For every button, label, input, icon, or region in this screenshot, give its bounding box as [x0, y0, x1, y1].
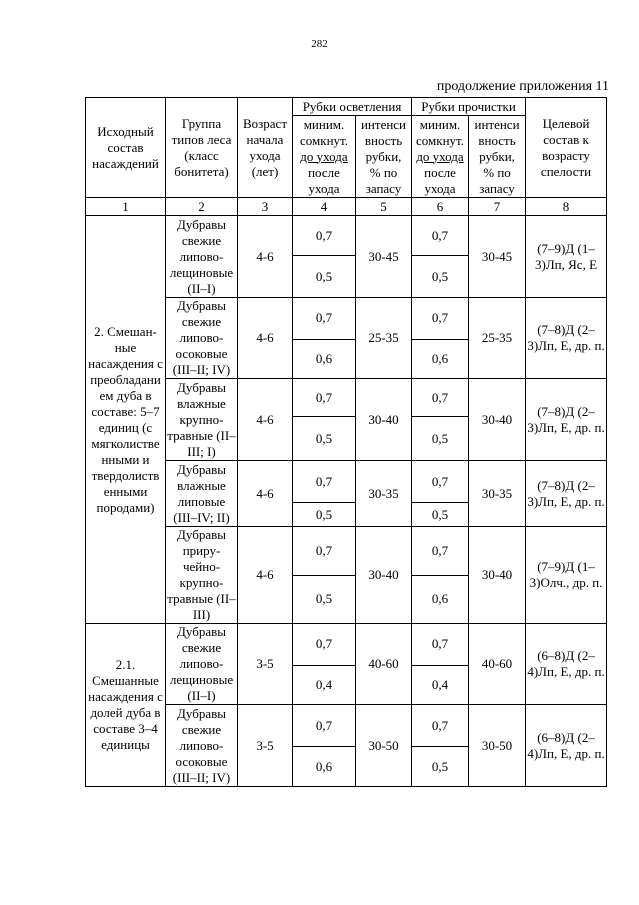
header-initial-composition: Исходный состав насаждений: [86, 98, 166, 198]
age-cell: 3-5: [238, 624, 293, 705]
age-cell: 4-6: [238, 379, 293, 461]
density-after-b: 0,4: [412, 665, 469, 704]
column-number: 7: [469, 198, 526, 216]
intensity-a: 30-35: [356, 461, 412, 527]
header-forest-type-group: Группа типов леса (класс бонитета): [166, 98, 238, 198]
density-after-a: 0,6: [293, 339, 356, 378]
density-after-a: 0,5: [293, 256, 356, 298]
column-number: 3: [238, 198, 293, 216]
page-number: 282: [311, 38, 328, 50]
header-min-density-a: миним. сомкнут. до ухода после ухода: [293, 116, 356, 198]
intensity-a: 25-35: [356, 298, 412, 379]
target-composition: (6–8)Д (2–4)Лп, Е, др. п.: [526, 705, 607, 787]
header-intensity-b: интенси вность рубки, % по запасу: [469, 116, 526, 198]
intensity-a: 40-60: [356, 624, 412, 705]
age-cell: 4-6: [238, 298, 293, 379]
age-cell: 4-6: [238, 216, 293, 298]
density-after-b: 0,5: [412, 503, 469, 527]
forest-type-cell: Дубравы свежие липово-лещиновые (II–I): [166, 216, 238, 298]
density-after-a: 0,5: [293, 503, 356, 527]
density-after-b: 0,5: [412, 747, 469, 787]
forest-type-cell: Дубравы влажные крупно-травные (II–III; I): [167, 379, 236, 459]
header-intensity-a: интенси вность рубки, % по запасу: [356, 116, 412, 198]
column-numbers-row: [86, 198, 607, 216]
density-after-a: 0,5: [293, 575, 356, 624]
density-before-a: 0,7: [293, 298, 356, 340]
age-cell: 4-6: [238, 461, 293, 527]
density-before-a: 0,7: [293, 216, 356, 256]
density-before-a: 0,7: [293, 705, 356, 747]
section-label: 2. Смешан-ные насаждения с преобладани ем дуба в составе: 5–7 единиц (с мягколистве нными и твердолиств енными породами): [86, 216, 166, 624]
intensity-a: 30-40: [356, 527, 412, 624]
header-start-age: Возраст начала ухода (лет): [238, 98, 293, 198]
continuation-note: продолжение приложения 11: [436, 79, 609, 94]
density-before-b: 0,7: [412, 298, 469, 340]
forest-type-cell: Дубравы свежие липово-лещиновые (II–I): [166, 624, 238, 705]
target-composition: (7–9)Д (1–3)Олч., др. п.: [526, 527, 607, 624]
density-before-a: 0,7: [293, 527, 356, 576]
density-after-a: 0,6: [293, 747, 356, 787]
intensity-b: 30-40: [469, 527, 526, 624]
density-after-a: 0,5: [293, 417, 356, 461]
header-clearing-cuts: Рубки осветления: [293, 98, 412, 116]
density-after-b: 0,6: [412, 339, 469, 378]
intensity-a: 30-40: [356, 379, 412, 461]
intensity-b: 40-60: [469, 624, 526, 705]
density-before-b: 0,7: [412, 527, 469, 576]
density-before-b: 0,7: [412, 624, 469, 666]
target-composition: (7–8)Д (2–3)Лп, Е, др. п.: [526, 461, 607, 527]
section-label: 2.1. Смешанные насаждения с долей дуба в составе 3–4 единицы: [86, 624, 166, 787]
intensity-b: 25-35: [469, 298, 526, 379]
density-before-b: 0,7: [412, 216, 469, 256]
column-number: 5: [356, 198, 412, 216]
intensity-b: 30-35: [469, 461, 526, 527]
age-cell: 4-6: [238, 527, 293, 624]
intensity-a: 30-45: [356, 216, 412, 298]
target-composition: (6–8)Д (2–4)Лп, Е, др. п.: [526, 624, 607, 705]
density-after-b: 0,6: [412, 575, 469, 624]
forest-type-cell: Дубравы свежие липово-осоковые (III–II; IV): [166, 705, 238, 787]
forest-care-table: [85, 97, 607, 787]
target-composition: (7–8)Д (2–3)Лп, Е, др. п.: [526, 379, 607, 461]
column-number: 1: [86, 198, 166, 216]
density-before-b: 0,7: [412, 461, 469, 503]
intensity-a: 30-50: [356, 705, 412, 787]
header-target-composition: Целевой состав к возрасту спелости: [526, 98, 607, 198]
intensity-b: 30-45: [469, 216, 526, 298]
intensity-b: 30-40: [469, 379, 526, 461]
age-cell: 3-5: [238, 705, 293, 787]
forest-type-cell: Дубравы приру-чейно-крупно-травные (II–III): [167, 527, 236, 622]
header-cleaning-cuts: Рубки прочистки: [412, 98, 526, 116]
density-before-a: 0,7: [293, 379, 356, 417]
density-before-a: 0,7: [293, 461, 356, 503]
density-after-b: 0,5: [412, 256, 469, 298]
table-row: [86, 624, 607, 666]
target-composition: (7–8)Д (2–3)Лп, Е, др. п.: [526, 298, 607, 379]
column-number: 4: [293, 198, 356, 216]
column-number: 8: [526, 198, 607, 216]
column-number: 6: [412, 198, 469, 216]
density-after-a: 0,4: [293, 665, 356, 704]
density-before-b: 0,7: [412, 379, 469, 417]
target-composition: (7–9)Д (1–3)Лп, Яс, Е: [526, 216, 607, 298]
intensity-b: 30-50: [469, 705, 526, 787]
header-min-density-b: миним. сомкнут. до ухода после ухода: [412, 116, 469, 198]
density-after-b: 0,5: [412, 417, 469, 461]
density-before-a: 0,7: [293, 624, 356, 666]
forest-type-cell: Дубравы влажные липовые (III–IV; II): [166, 461, 238, 527]
forest-type-cell: Дубравы свежие липово-осоковые (III–II; IV): [166, 298, 238, 379]
table-row: [86, 216, 607, 256]
density-before-b: 0,7: [412, 705, 469, 747]
column-number: 2: [166, 198, 238, 216]
